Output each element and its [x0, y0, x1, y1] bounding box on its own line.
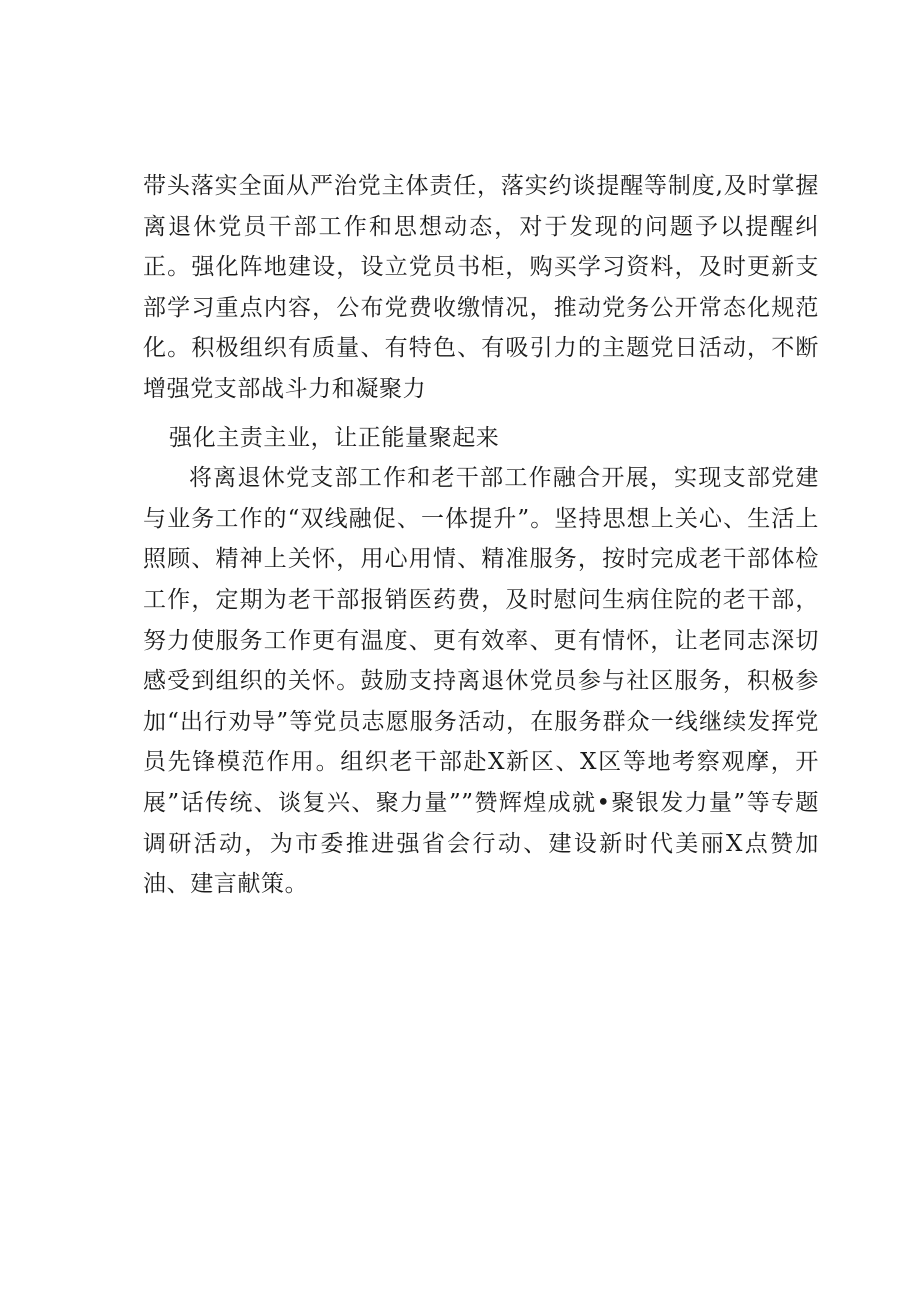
document-body	[143, 166, 819, 905]
section-heading: 强化主责主业，让正能量聚起来	[169, 424, 500, 451]
paragraph-service-work: 将离退休党支部工作和老干部工作融合开展，实现支部党建与业务工作的“双线融促、一体提升”。坚持思想上关心、生活上照顾、精神上关怀，用心用情、精准服务，按时完成老干部体检工作，定期为老干部报销医药费，及时慰问生病住院的老干部，努力使服务工作更有温度、更有效率、更有情怀，让老同志深切感受到组织的关怀。鼓励支持离退休党员参与社区服务，积极参加“出行劝导”等党员志愿服务活动，在服务群众一线继续发挥党员先锋模范作用。组织老干部赴X新区、X区等地考察观摩，开展”话传统、谈复兴、聚力量””赞辉煌成就•聚银发力量”等专题调研活动，为市委推进强省会行动、建设新时代美丽X点赞加油、建言献策。	[143, 465, 819, 898]
paragraph-party-responsibility: 带头落实全面从严治党主体责任，落实约谈提醒等制度,及时掌握离退休党员干部工作和思想动态，对于发现的问题予以提醒纠正。强化阵地建设，设立党员书柜，购买学习资料，及时更新支部学习重点内容，公布党费收缴情况，推动党务公开常态化规范化。积极组织有质量、有特色、有吸引力的主题党日活动，不断增强党支部战斗力和凝聚力	[143, 173, 819, 402]
